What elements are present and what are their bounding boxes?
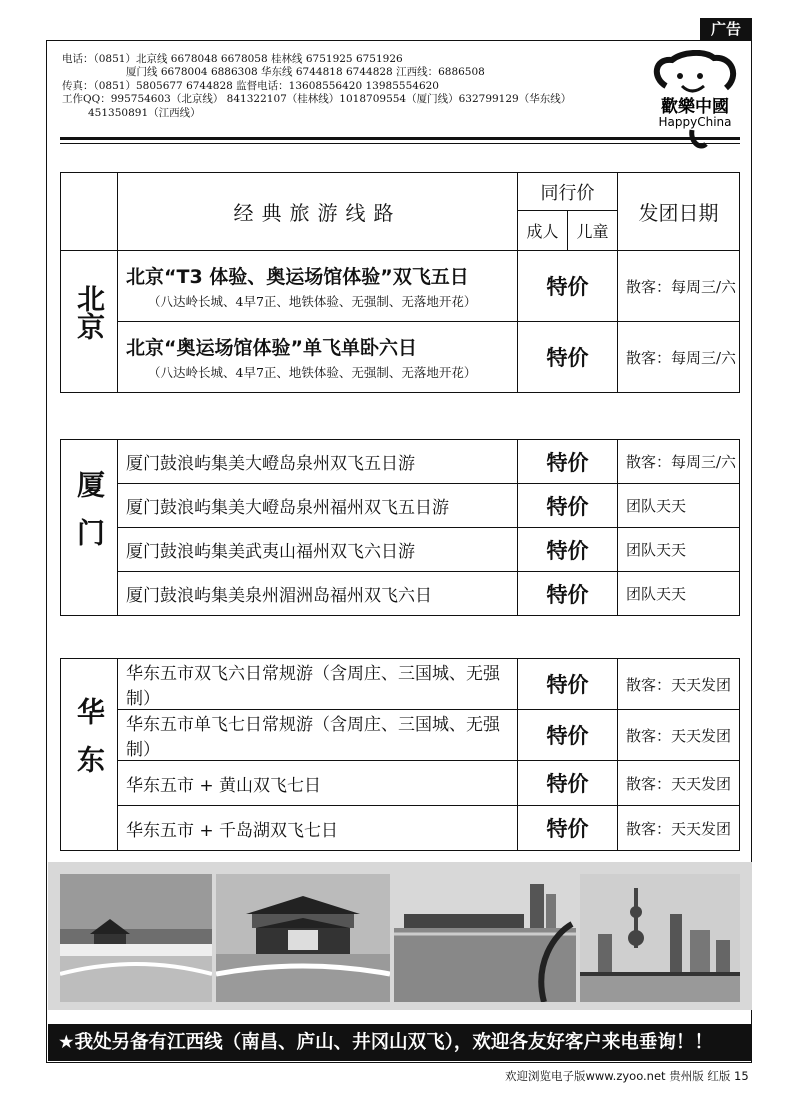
- table-row: 华东五市单飞七日常规游（含周庄、三国城、无强制）: [118, 710, 518, 761]
- price-cell: 特价: [518, 322, 618, 393]
- date-cell: 散客：天天发团: [618, 806, 740, 851]
- route-detail: （八达岭长城、4早7正、地铁体验、无强制、无落地开花）: [148, 365, 477, 380]
- city-label: 厦门: [73, 470, 106, 566]
- route-name: 北京“T3 体验、奥运场馆体验”双飞五日: [126, 266, 469, 288]
- price-cell: 特价: [518, 528, 618, 572]
- table-row: 厦门鼓浪屿集美大嶝岛泉州福州双飞五日游: [118, 484, 518, 528]
- table-row: [118, 322, 518, 393]
- table-row: 厦门鼓浪屿集美武夷山福州双飞六日游: [118, 528, 518, 572]
- header-title: 经典旅游线路: [118, 173, 518, 251]
- date-cell: 散客：每周三/六: [618, 322, 740, 393]
- table-row: 华东五市 + 黄山双飞七日: [118, 761, 518, 806]
- date-cell: 团队天天: [618, 484, 740, 528]
- table-row: [118, 251, 518, 322]
- price-cell: 特价: [518, 484, 618, 528]
- price-cell: 特价: [518, 761, 618, 806]
- table-row: 厦门鼓浪屿集美大嶝岛泉州双飞五日游: [118, 440, 518, 484]
- header-rule-thin: [60, 143, 740, 144]
- page-footer: 欢迎浏览电子版www.zyoo.net 贵州版 红版 15: [505, 1069, 749, 1083]
- logo-text-cn: 歡樂中國: [661, 97, 729, 117]
- beijing-route-table: [60, 172, 740, 393]
- photo-palace: [60, 874, 212, 1002]
- photo-tiananmen: [216, 874, 390, 1002]
- header-rule: [60, 137, 740, 140]
- photo-strip: [48, 862, 752, 1010]
- contact-line-qq: 工作QQ：995754603（北京线） 841322107（桂林线）1018709554（厦门线）632799129（华东线）: [62, 93, 572, 106]
- contact-block: [62, 53, 642, 120]
- contact-line-phone-2: 厦门线 6678004 6886308 华东线 6744818 6744828 江西线：6886508: [126, 66, 485, 79]
- route-detail: （八达岭长城、4早7正、地铁体验、无强制、无落地开花）: [148, 294, 477, 309]
- header-date: 发团日期: [618, 173, 740, 251]
- date-cell: 散客：每周三/六: [618, 440, 740, 484]
- promo-banner: ★我处另备有江西线（南昌、庐山、井冈山双飞），欢迎各友好客户来电垂询！！: [48, 1024, 752, 1061]
- xiamen-route-table: [60, 439, 740, 616]
- date-cell: 团队天天: [618, 528, 740, 572]
- price-cell: 特价: [518, 806, 618, 851]
- header-price-group: 同行价: [518, 173, 618, 211]
- contact-line-qq-2: 451350891（江西线）: [88, 106, 201, 119]
- contact-line-fax: 传真：（0851）5805677 6744828 监督电话：13608556420 13985554620: [62, 79, 439, 92]
- city-huadong: [61, 659, 118, 851]
- header-child: 儿童: [568, 211, 618, 251]
- date-cell: 散客：每周三/六: [618, 251, 740, 322]
- price-cell: 特价: [518, 710, 618, 761]
- price-cell: 特价: [518, 251, 618, 322]
- price-cell: 特价: [518, 440, 618, 484]
- logo-text-en: HappyChina: [658, 115, 732, 129]
- route-name: 北京“奥运场馆体验”单飞单卧六日: [126, 337, 417, 359]
- photo-shanghai: [580, 874, 740, 1002]
- date-cell: 散客：天天发团: [618, 761, 740, 806]
- city-xiamen: [61, 440, 118, 616]
- header-adult: 成人: [518, 211, 568, 251]
- photo-lake: [394, 874, 576, 1002]
- date-cell: 散客：天天发团: [618, 659, 740, 710]
- table-row: 华东五市 + 千岛湖双飞七日: [118, 806, 518, 851]
- city-label: 华东: [73, 697, 106, 793]
- table-row: 厦门鼓浪屿集美泉州湄洲岛福州双飞六日: [118, 572, 518, 616]
- contact-line-phone: 电话：（0851）北京线 6678048 6678058 桂林线 6751925 6751926: [62, 53, 403, 65]
- header-corner: [61, 173, 118, 251]
- price-cell: 特价: [518, 572, 618, 616]
- date-cell: 散客：天天发团: [618, 710, 740, 761]
- huadong-route-table: [60, 658, 740, 851]
- date-cell: 团队天天: [618, 572, 740, 616]
- price-cell: 特价: [518, 659, 618, 710]
- ad-tag: 广告: [700, 18, 752, 40]
- city-beijing: [61, 251, 118, 393]
- city-label: 北京: [73, 284, 106, 340]
- table-row: 华东五市双飞六日常规游（含周庄、三国城、无强制）: [118, 659, 518, 710]
